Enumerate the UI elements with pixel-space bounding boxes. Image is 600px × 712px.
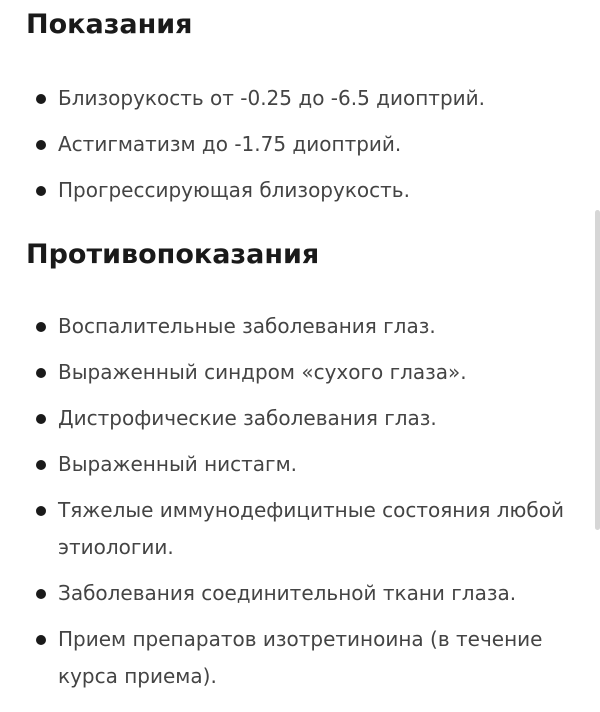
list-item [26, 492, 578, 566]
list-item [26, 354, 578, 391]
list-item [26, 172, 578, 209]
list-item-text: Дистрофические заболевания глаз. [58, 406, 437, 430]
scrollbar[interactable] [595, 210, 600, 530]
bullet-icon [36, 186, 46, 196]
list-item-text: Выраженный нистагм. [58, 452, 298, 476]
list-item [26, 621, 578, 695]
list-item-text: Близорукость от -0.25 до -6.5 диоптрий. [58, 86, 486, 110]
list-item-text: Астигматизм до -1.75 диоптрий. [58, 132, 402, 156]
list-item-text: Прием препаратов изотретиноина (в течение курса приема). [58, 627, 543, 688]
list-item-text: Прогрессирующая близорукость. [58, 178, 410, 202]
list-item [26, 400, 578, 437]
list-item-text: Тяжелые иммунодефицитные состояния любой этиологии. [58, 498, 564, 559]
bullet-icon [36, 94, 46, 104]
bullet-icon [36, 368, 46, 378]
list-item [26, 446, 578, 483]
bullet-icon [36, 635, 46, 645]
list-item [26, 126, 578, 163]
contraindications-list [26, 308, 578, 704]
list-item [26, 80, 578, 117]
list-item-text: Воспалительные заболевания глаз. [58, 314, 436, 338]
list-item-text: Заболевания соединительной ткани глаза. [58, 581, 517, 605]
indications-list [26, 80, 578, 218]
bullet-icon [36, 506, 46, 516]
list-item [26, 308, 578, 345]
section-heading-contraindications: Противопоказания [26, 239, 320, 270]
section-heading-indications: Показания [26, 9, 193, 40]
bullet-icon [36, 140, 46, 150]
bullet-icon [36, 322, 46, 332]
list-item [26, 575, 578, 612]
bullet-icon [36, 589, 46, 599]
bullet-icon [36, 460, 46, 470]
list-item-text: Выраженный синдром «сухого глаза». [58, 360, 467, 384]
bullet-icon [36, 414, 46, 424]
